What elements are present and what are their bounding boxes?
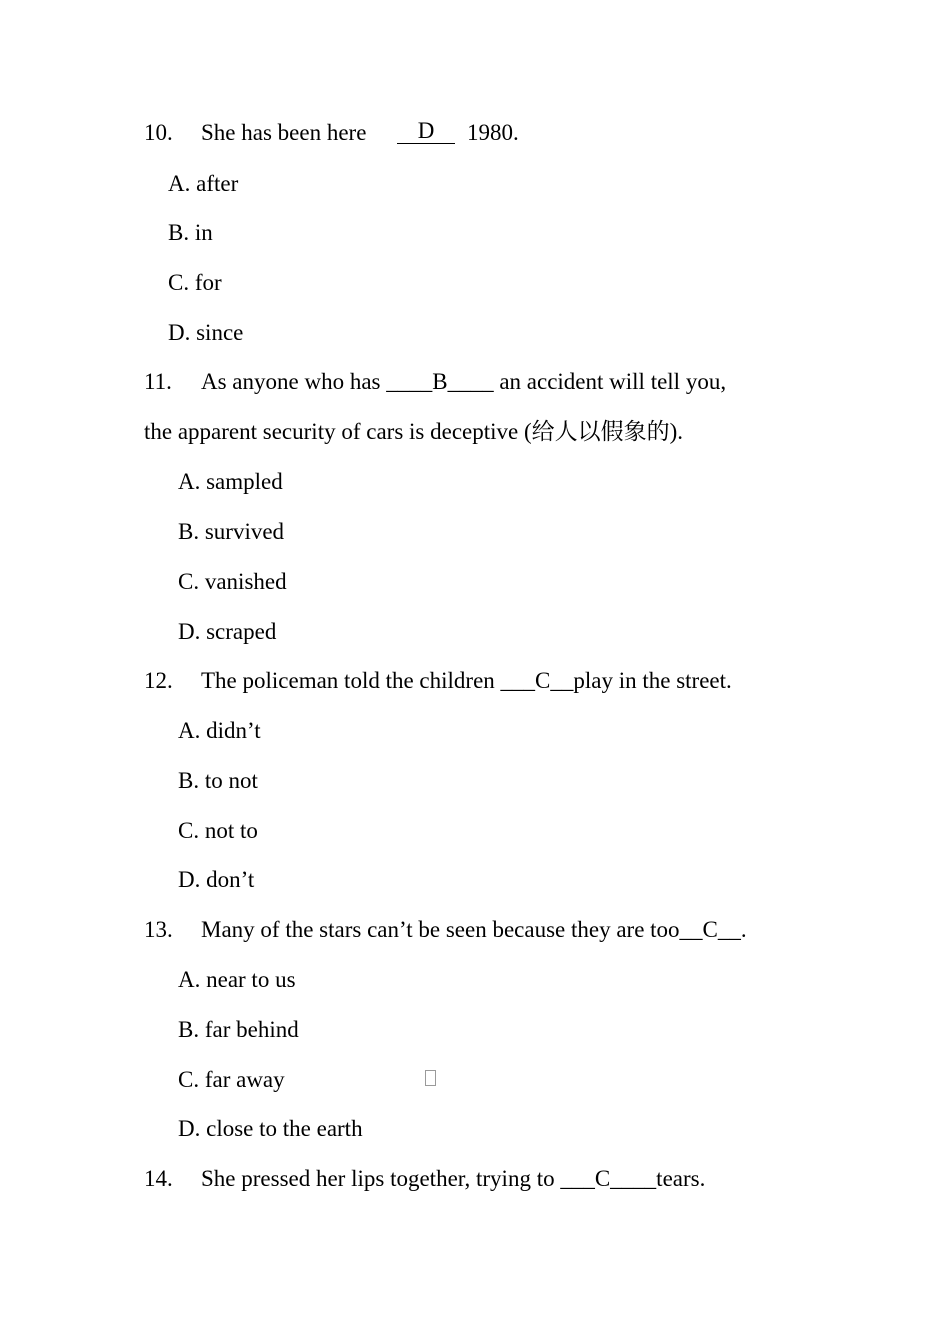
question-text: the apparent security of cars is deceptive (给人以假象的). (144, 419, 684, 444)
question-text: The policeman told the children ___C__play in the street. (201, 668, 732, 693)
question-text: Many of the stars can’t be seen because they are too__C__. (201, 917, 747, 942)
question-text: As anyone who has ____B____ an accident will tell you, (201, 369, 727, 394)
answer-blank: D (397, 119, 455, 144)
question-number: 13. (144, 917, 173, 942)
missing-glyph-box-icon (425, 1070, 436, 1086)
question-number: 14. (144, 1166, 173, 1191)
question-text: She pressed her lips together, trying to ___C____tears. (201, 1166, 706, 1191)
question-text: She has been here (201, 120, 367, 145)
question-number: 11. (144, 369, 172, 394)
question-number: 10. (144, 120, 173, 145)
question-text-end: 1980. (467, 120, 519, 145)
question-number: 12. (144, 668, 173, 693)
